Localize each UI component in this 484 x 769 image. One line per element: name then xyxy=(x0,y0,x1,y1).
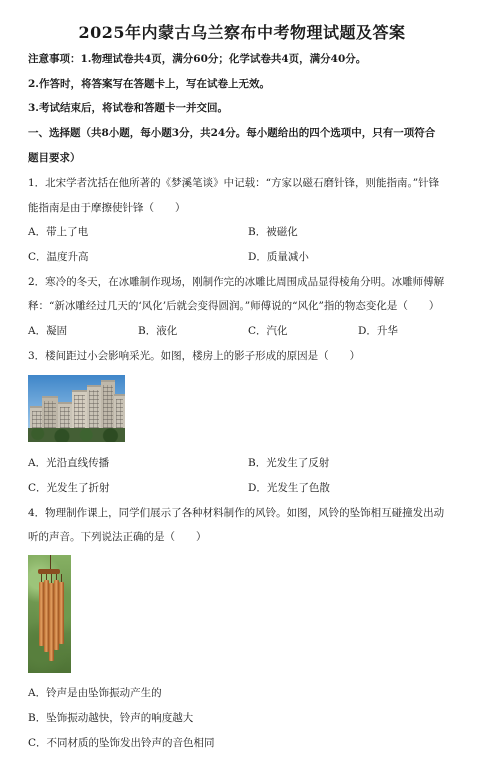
wind-chime-photo xyxy=(28,555,71,673)
q1-option-b: B．被磁化 xyxy=(248,226,298,238)
q1-stem-line-2: 能指南是由于摩擦使针锋（ ） xyxy=(28,202,186,214)
notice-line-2: 2.作答时，将答案写在答题卡上，写在试卷上无效。 xyxy=(28,78,270,90)
q4-option-c: C．不同材质的坠饰发出铃声的音色相同 xyxy=(28,737,215,749)
q4-stem-line-2: 听的声音。下列说法正确的是（ ） xyxy=(28,531,207,543)
section-heading-cont: 题目要求） xyxy=(28,152,81,164)
notice-line-1: 注意事项：1.物理试卷共4页，满分60分；化学试卷共4页，满分40分。 xyxy=(28,53,367,65)
q1-option-c: C．温度升高 xyxy=(28,251,89,263)
q1-stem-line-1: 1．北宋学者沈括在他所著的《梦溪笔谈》中记载：“方家以磁石磨针锋，则能指南。”针锋 xyxy=(28,177,440,189)
q2-stem-line-2: 释：“新冰雕经过几天的‘风化’后就会变得圆润。”师傅说的“风化”指的物态变化是（ ） xyxy=(28,300,440,312)
q3-option-b: B．光发生了反射 xyxy=(248,457,330,469)
q4-option-b: B．坠饰振动越快，铃声的响度越大 xyxy=(28,712,194,724)
q2-option-a: A．凝固 xyxy=(28,325,68,337)
q1-option-a: A．带上了电 xyxy=(28,226,89,238)
q2-option-d: D．升华 xyxy=(358,325,398,337)
q3-stem: 3．楼间距过小会影响采光。如图，楼房上的影子形成的原因是（ ） xyxy=(28,350,361,362)
buildings-photo xyxy=(28,375,125,442)
q1-option-d: D．质量减小 xyxy=(248,251,309,263)
section-heading: 一、选择题（共8小题，每小题3分，共24分。每小题给出的四个选项中，只有一项符合 xyxy=(28,127,436,139)
q3-option-c: C．光发生了折射 xyxy=(28,482,110,494)
q2-option-b: B．液化 xyxy=(138,325,178,337)
q4-stem-line-1: 4．物理制作课上，同学们展示了各种材料制作的风铃。如图，风铃的坠饰相互碰撞发出动 xyxy=(28,507,445,519)
q4-option-a: A．铃声是由坠饰振动产生的 xyxy=(28,687,162,699)
q2-option-c: C．汽化 xyxy=(248,325,288,337)
page-title: 2025年内蒙古乌兰察布中考物理试题及答案 xyxy=(78,23,406,42)
notice-line-3: 3.考试结束后，将试卷和答题卡一并交回。 xyxy=(28,102,228,114)
q3-option-a: A．光沿直线传播 xyxy=(28,457,110,469)
q3-option-d: D．光发生了色散 xyxy=(248,482,330,494)
q2-stem-line-1: 2．寒冷的冬天，在冰雕制作现场，刚制作完的冰雕比周围成品显得棱角分明。冰雕师傅解 xyxy=(28,276,445,288)
